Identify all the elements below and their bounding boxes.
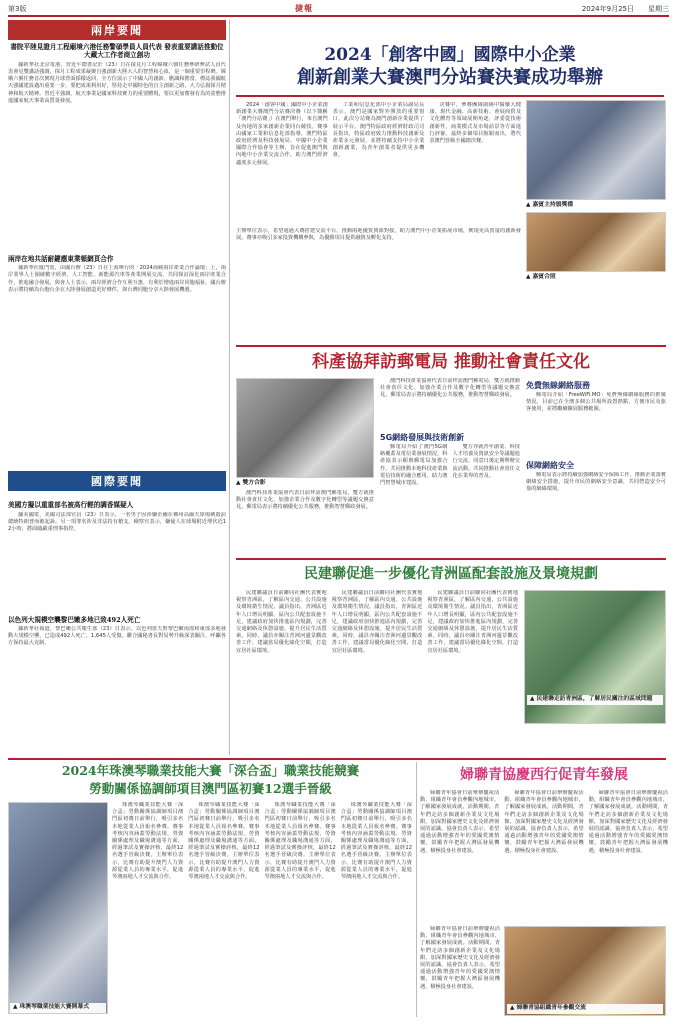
dab-col: 民建聯議員日前聯同社團代表實地視察青洲區，了解區內交通、公共設施及環境衛生情況。議員指出，青洲區近年人口增長明顯，區內公共配套設施不足，建議政府加快推進區內規劃，完善交通網絡及休憩設施，提升居民生活質素。同時，議員亦關注青洲河邊景觀改善工作，建議當局優化綠化空間，打造宜居社區環境。 <box>236 590 327 654</box>
womens-youth-col: 婦聯青年協會日前舉辦慶祝活動，組織青年會員參觀內地城市，了解國家發展成就。活動期間，青年們走訪多個創新企業及文化場館，加深對國家歷史文化及經濟發展的認識。協會負責人表示，希望通過活動增強青年的愛國愛澳情懷，鼓勵青年把握大灣區發展機遇，積極投身社會建設。 <box>420 790 500 854</box>
headline-kch: 科產協拜訪郵電局 推動社會責任文化 <box>312 352 590 372</box>
womens-youth-text-lower <box>420 926 500 1016</box>
photo-caption: ▲ 民建聯走訪青洲區，了解居民關注的區域問題 <box>527 695 663 705</box>
kch-text-e <box>526 472 666 552</box>
photo-caption: ▲ 嘉賓合照 <box>526 274 556 280</box>
main-headline-line2: 創新創業大賽澳門分站賽決賽成功舉辦 <box>297 67 603 88</box>
headline-skills-l1: 2024年珠澳琴職業技能大賽「深合盃」職業技能競賽 <box>61 763 360 778</box>
dab-text <box>236 590 518 752</box>
main-headline <box>232 44 668 90</box>
issue-weekday: 星期三 <box>648 4 669 13</box>
subheading-wifi: 免費無線網絡服務 <box>526 381 590 390</box>
article-body: 據新華社廈門電，由國台辦（23）日在上海舉行的「2024海峽兩岸產業合作論壇」上，兩岸業界人士圍繞數字經濟、人工智能、新能源汽車等產業開展交流，共同探討深化兩岸產業合作，推進融合發展。與會人士表示，兩岸經濟合作互利互惠，有利於增進兩岸同胞福祉。國台辦表示將持續為台胞台企在大陸發展創造更好條件，與台灣同胞分享大陸發展機遇。 <box>8 265 226 293</box>
dab-col: 民建聯議員日前聯同社團代表實地視察青洲區，了解區內交通、公共設施及環境衛生情況。議員指出，青洲區近年人口增長明顯，區內公共配套設施不足，建議政府加快推進區內規劃，完善交通網絡及休憩設施，提升居民生活質素。同時，議員亦關注青洲河邊景觀改善工作，建議當局優化綠化空間，打造宜居社區環境。 <box>427 590 519 654</box>
article-body: 據新華社北京電港，習近平總書記於（23）日在接見月工程嫦娥六號任務參研參試人員代表會見雙講話強調，探月工程成果凝聚自強創新大熙大人的智慧和心血，是一個重要里程碑。嫦娥六號任務首次實現月球背面採樣返回，全方位展示了中國人的創新、膽識和擔當，標誌我國航天強國建設邁出重要一步，要把成果利用好，堅持走中國特色的自主創新之路，大力弘揚探月精神和航天精神。習近平強調，航天事業是國家科技實力的重要體現，要以更加奮發有為的姿態推進國家航天事業高質量發展。 <box>8 61 226 104</box>
group-photo <box>526 212 666 272</box>
article-title: 書院平陸見證月工程廟境六港任務警碩學員人員代表 發表重要講話推動位大藏大工作者商立創功 <box>10 43 224 60</box>
page-number: 第3版 <box>8 4 27 13</box>
article-title: 兩岸在地共話耐鍵應東業頓網頁合作 <box>8 254 114 263</box>
subheading-5g: 5G網絡發展與技術創新 <box>380 433 465 442</box>
section-rule <box>236 345 666 347</box>
photo-caption: ▲ 嘉賓主持頒獎禮 <box>526 202 574 208</box>
skills-col: 珠澳琴職業技能大賽「深合盃」勞動關係協調師項目澳門區初賽日前舉行，吸引多名本地從業人員報名參賽。賽事考核內容涵蓋勞動法規、勞資關係處理及職場溝通等方面，經過筆試及實操評核，最終12名選手晉級決賽。主辦單位表示，比賽有助提升澳門人力資源從業人員的專業水平，促進琴澳兩地人才交流與合作。 <box>340 802 412 881</box>
kch-col: 郵電局表示將持續加強網絡安全保障工作，推動企業落實網絡安全措施，提升市民的網絡安全意識，共同營造安全可靠的網絡環境。 <box>526 472 666 493</box>
main-article-col: 決賽中，參賽團隊圍繞中醫藥大健康、現代金融、高新技術、會展商貿及文化體育等領域展開角逐，評委從技術創新性、商業模式及市場前景等方面進行評審。最終多個項目脫穎而出，將代表澳門晉級全國總決賽。 <box>429 102 522 145</box>
dab-col: 民建聯議員日前聯同社團代表實地視察青洲區，了解區內交通、公共設施及環境衛生情況。議員指出，青洲區近年人口增長明顯，區內公共配套設施不足，建議政府加快推進區內規劃，完善交通網絡及休憩設施，提升居民生活質素。同時，議員亦關注青洲河邊景觀改善工作，建議當局優化綠化空間，打造宜居社區環境。 <box>331 590 423 654</box>
kch-col: 澳門科技產業協會代表日前拜訪澳門郵電局，雙方就推動社會責任文化、加強企業合作及數字化轉型等議題交換意見。郵電局表示將持續優化公共服務，推動智慧郵政發展。 <box>236 490 374 511</box>
article-title: 以色列大規模空襲黎巴嫩多地已致492人死亡 <box>8 615 141 624</box>
main-article-text-lower <box>236 228 521 342</box>
photo-caption: ▲ 雙方合影 <box>236 480 266 486</box>
issue-date: 2024年9月25日 <box>581 4 634 13</box>
main-headline-line1: 2024「創客中國」國際中小企業 <box>324 45 576 65</box>
main-article-col: 工業和信息化部中小企業局副局長表示，澳門是國家對外開放的重要窗口，此次分站賽為澳門創新企業提供了展示平台。澳門特區政府經濟財政司司長指出，特區政府致力推動科技創新及產業多元發展，並將持續支持中小企業創新創業，為青年創業者提供更多機會。 <box>332 102 425 159</box>
main-article-col: 主辦單位表示，希望通過大賽搭建交流平台，推動兩地優質資源對接，助力澳門中小企業拓展市場，實現更高質量的創新發展。賽事亦吸引多家投資機構參與，為優勝項目提供融資及孵化支持。 <box>236 228 521 242</box>
womens-youth-text <box>420 790 668 922</box>
skills-text <box>112 802 412 1016</box>
section-title-international: 國際要聞 <box>8 471 226 491</box>
article-body: 據新華社報道，黎巴嫩公共衛生部（23）日表示，以色列當天對黎巴嫩南部和東部多地發動大規模空襲，已造成492人死亡，1,645人受傷。聯合國秘書長對局勢升級深表關注，呼籲各方保持最大克制。 <box>8 626 226 647</box>
kch-col: 澳門科技產業協會代表日前拜訪澳門郵電局，雙方就推動社會責任文化、加強企業合作及數字化轉型等議題交換意見。郵電局表示將持續優化公共服務，推動智慧郵政發展。 <box>380 378 520 399</box>
womens-youth-col: 婦聯青年協會日前舉辦慶祝活動，組織青年會員參觀內地城市，了解國家發展成就。活動期間，青年們走訪多個創新企業及文化場館，加深對國家歷史文化及經濟發展的認識。協會負責人表示，希望通過活動增強青年的愛國愛澳情懷，鼓勵青年把握大灣區發展機遇，積極投身社會建設。 <box>504 790 584 854</box>
section-title-cross-strait: 兩岸要聞 <box>8 20 226 40</box>
left-column <box>8 20 226 710</box>
kch-text-b <box>380 378 520 426</box>
womens-youth-photo <box>504 926 666 1016</box>
womens-youth-col: 婦聯青年協會日前舉辦慶祝活動，組織青年會員參觀內地城市，了解國家發展成就。活動期間，青年們走訪多個創新企業及文化場館，加深對國家歷史文化及經濟發展的認識。協會負責人表示，希望通過活動增強青年的愛國愛澳情懷，鼓勵青年把握大灣區發展機遇，積極投身社會建設。 <box>420 926 500 990</box>
headline-skills-l2: 勞動關係協調師項目澳門區初賽12選手晉級 <box>89 781 332 796</box>
kch-text-a <box>236 490 374 550</box>
kch-col: 雙方亦就青年創業、科技人才培養及資訊安全等議題進行交流，同意日後定期舉辦交流活動，共同推動社會責任文化在業界的普及。 <box>452 444 520 479</box>
article-body: 據美國電，美國司法部官員（23）日表示，一名男子因涉嫌企圖在佛州高爾夫球場刺殺前總統特朗普而被起訴，另一項罪名涉及非法持有槍支。檢察官表示，嫌疑人在球場附近埋伏近12小時，將面臨嚴重刑事指控。 <box>8 511 226 533</box>
photo-caption: ▲ 婦聯青協組織青年參觀交流 <box>507 1004 663 1014</box>
headline-womens-youth: 婦聯青協慶西行促青年發展 <box>460 767 628 783</box>
header-rule <box>8 15 669 17</box>
kch-col: 郵電局介紹「FreeWiFi.MO」免費無線網絡服務的推廣情況，目前已在全澳多個公共場所設置熱點，方便市民及旅客使用，並將繼續擴展服務範圍。 <box>526 392 666 413</box>
section-rule <box>8 758 666 760</box>
photo-caption: ▲ 珠澳琴職業技能大賽開幕式 <box>10 1003 106 1013</box>
headline-rule <box>236 95 664 97</box>
kch-text-d <box>526 392 666 454</box>
main-article-col: 2024「創客中國」國際中小企業創新創業大賽澳門分站賽決賽（以下簡稱「澳門分站賽」）在澳門舉行，來自澳門及內地的多家創新企業同台競技。賽事由國家工業和信息化部指導，澳門特區政府經濟及科技發展局、中國中小企業國際合作協會等主辦，旨在促進澳門與內地中小企業交流合作，助力澳門經濟適度多元發展。 <box>236 102 328 166</box>
skills-col: 珠澳琴職業技能大賽「深合盃」勞動關係協調師項目澳門區初賽日前舉行，吸引多名本地從業人員報名參賽。賽事考核內容涵蓋勞動法規、勞資關係處理及職場溝通等方面，經過筆試及實操評核，最終12名選手晉級決賽。主辦單位表示，比賽有助提升澳門人力資源從業人員的專業水平，促進琴澳兩地人才交流與合作。 <box>264 802 336 881</box>
article-title: 美國方擬以重重部名被高行輕的調香媒疑人 <box>8 501 134 510</box>
column-divider <box>229 20 230 755</box>
kch-text-c <box>380 444 520 552</box>
column-divider <box>416 762 417 1017</box>
skills-col: 珠澳琴職業技能大賽「深合盃」勞動關係協調師項目澳門區初賽日前舉行，吸引多名本地從業人員報名參賽。賽事考核內容涵蓋勞動法規、勞資關係處理及職場溝通等方面，經過筆試及實操評核，最終12名選手晉級決賽。主辦單位表示，比賽有助提升澳門人力資源從業人員的專業水平，促進琴澳兩地人才交流與合作。 <box>112 802 184 881</box>
skills-photo <box>8 802 108 1014</box>
womens-youth-col: 婦聯青年協會日前舉辦慶祝活動，組織青年會員參觀內地城市，了解國家發展成就。活動期間，青年們走訪多個創新企業及文化場館，加深對國家歷史文化及經濟發展的認識。協會負責人表示，希望通過活動增強青年的愛國愛澳情懷，鼓勵青年把握大灣區發展機遇，積極投身社會建設。 <box>588 790 668 854</box>
award-ceremony-photo <box>526 100 666 200</box>
page-header <box>8 3 669 14</box>
skills-col: 珠澳琴職業技能大賽「深合盃」勞動關係協調師項目澳門區初賽日前舉行，吸引多名本地從業人員報名參賽。賽事考核內容涵蓋勞動法規、勞資關係處理及職場溝通等方面，經過筆試及實操評核，最終12名選手晉級決賽。主辦單位表示，比賽有助提升澳門人力資源從業人員的專業水平，促進琴澳兩地人才交流與合作。 <box>188 802 260 881</box>
masthead: 捷報 <box>295 4 314 13</box>
section-rule <box>236 558 666 560</box>
kch-col: 郵電局介紹了澳門5G網絡覆蓋及電信業發展情況，科產協表示願與郵電局加強合作，共同推動本地科技產業與電信技術的融合應用，助力澳門智慧城市建設。 <box>380 444 448 487</box>
subheading-security: 保障網絡安全 <box>526 461 574 470</box>
visit-photo <box>236 378 374 478</box>
headline-dab: 民建聯促進一步優化青洲區配套設施及景境規劃 <box>304 566 598 582</box>
